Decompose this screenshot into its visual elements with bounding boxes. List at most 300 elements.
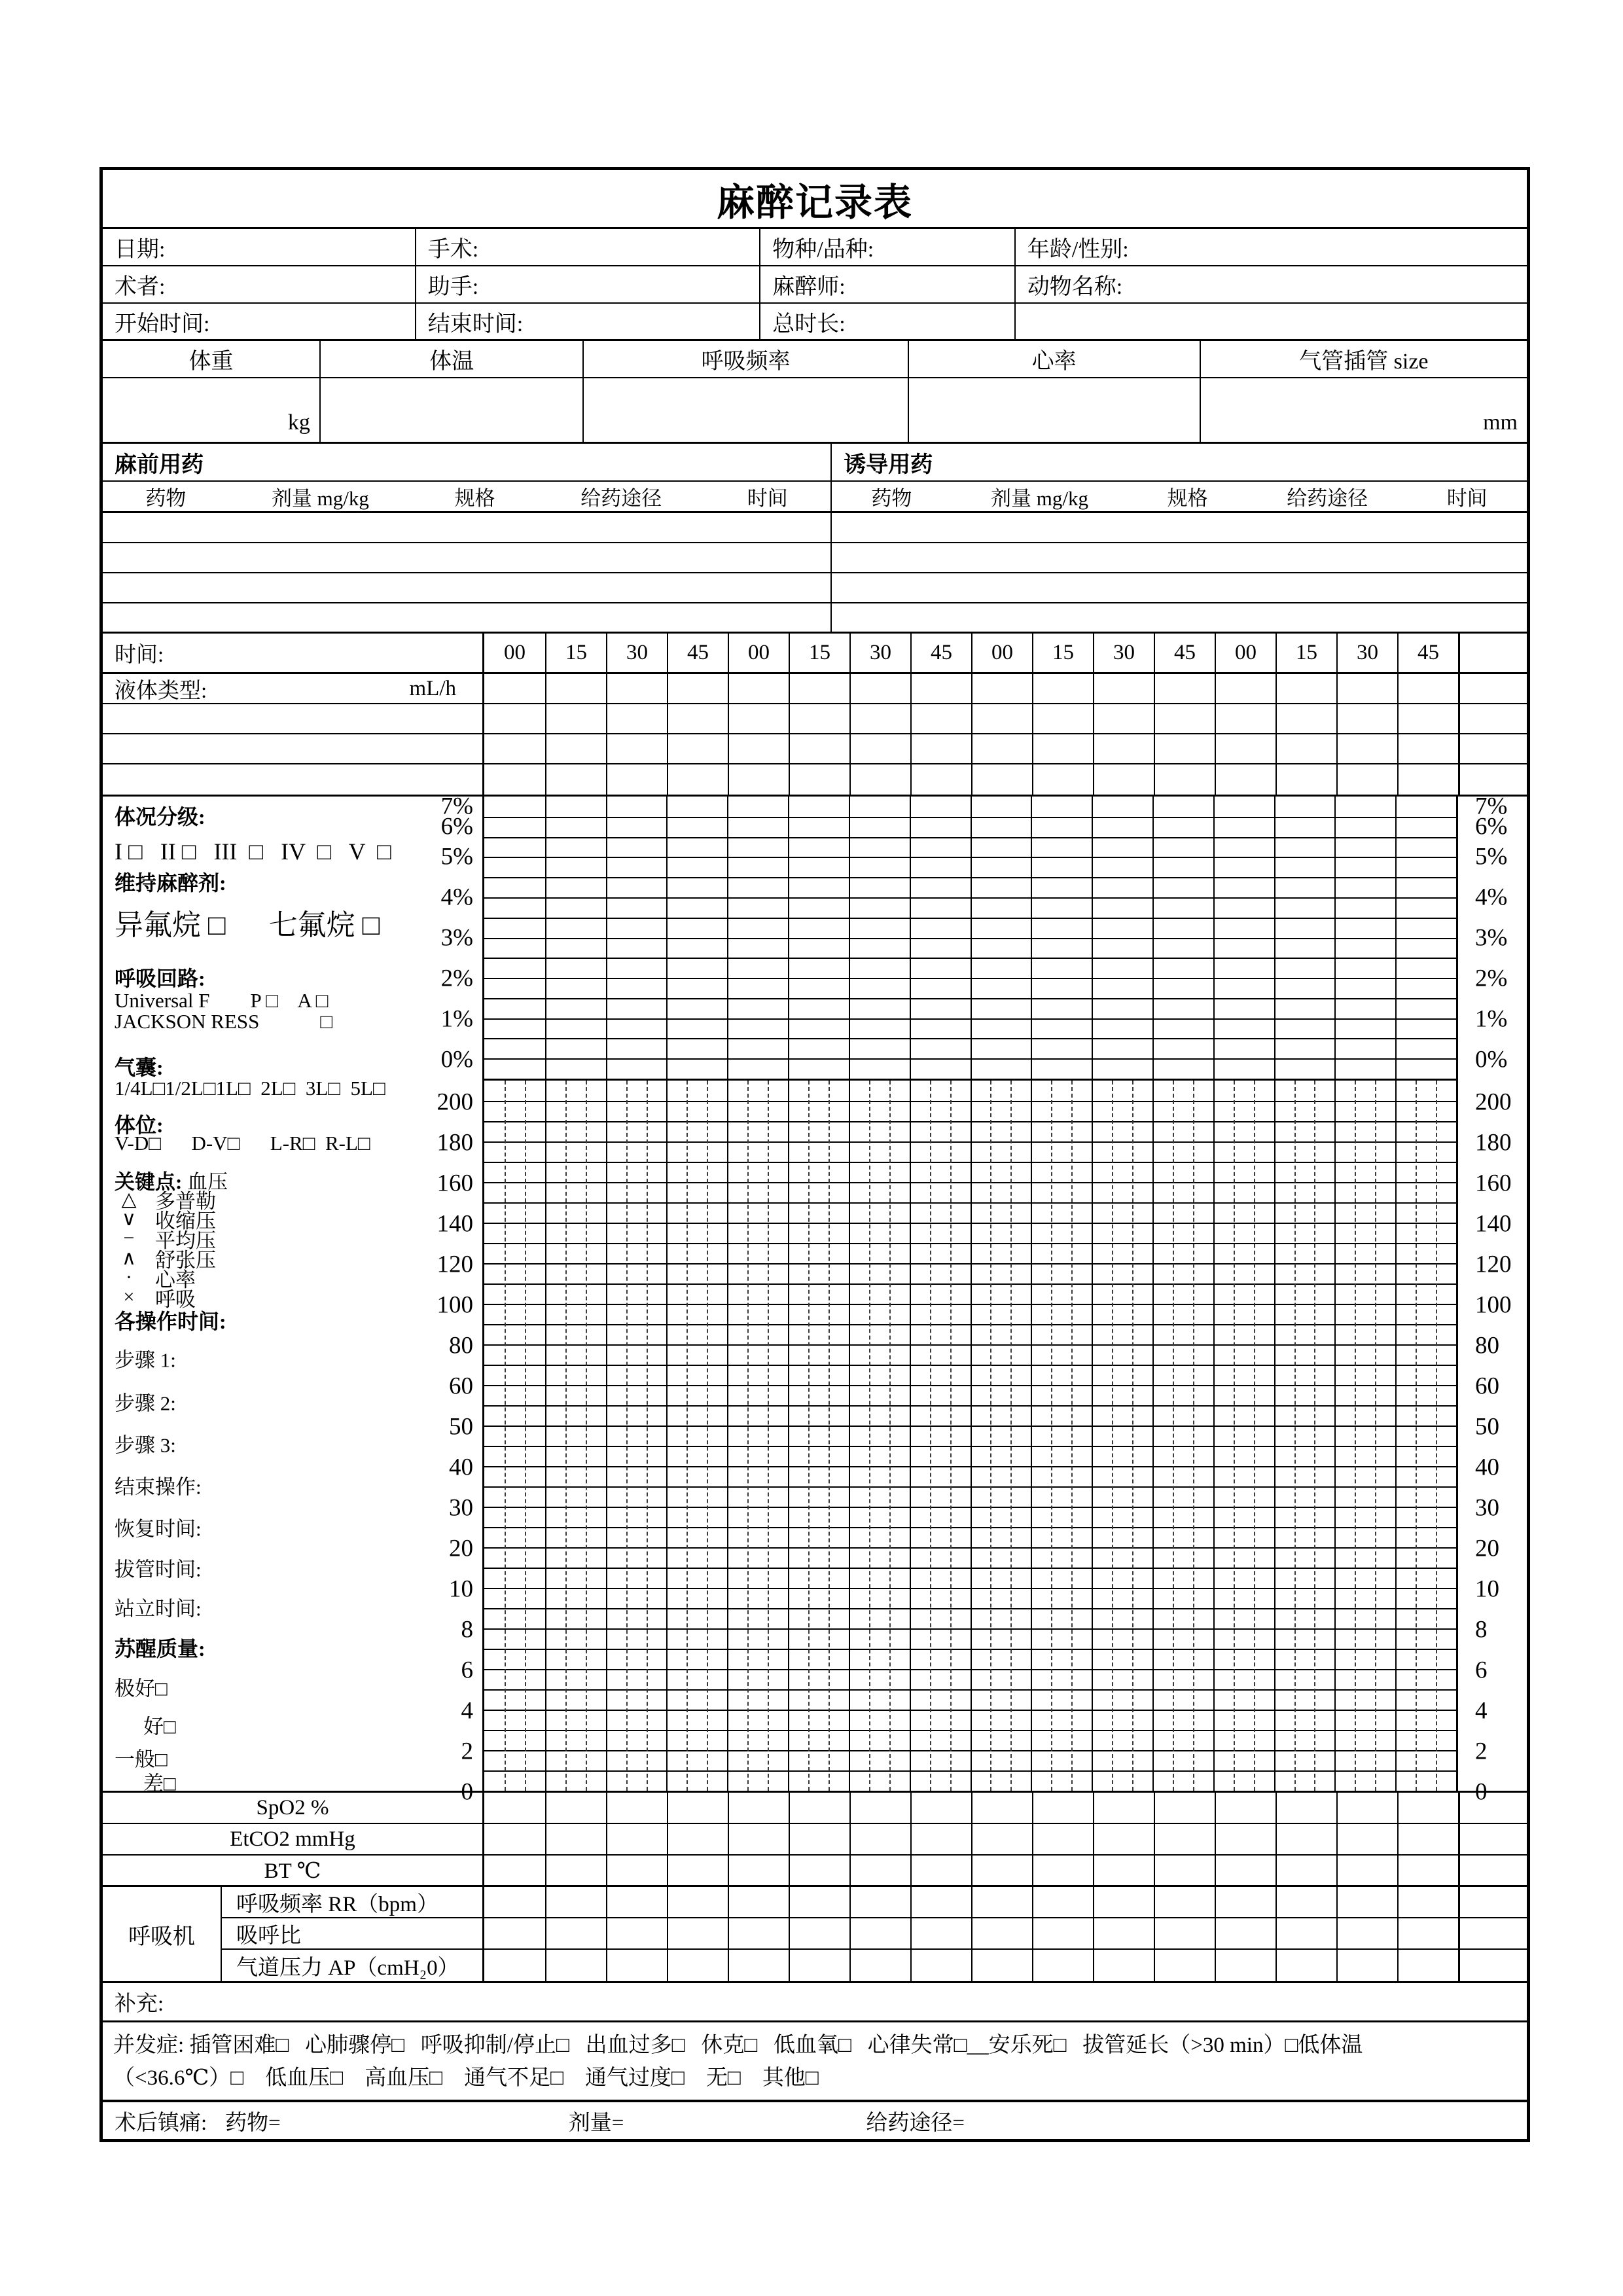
grid-cell: [1093, 1793, 1154, 1823]
grid-cell: [789, 1824, 849, 1854]
analgesia-dose-field[interactable]: 剂量=: [568, 2111, 624, 2135]
grid-cell: [849, 1887, 910, 1917]
column-header: 给药途径: [1287, 487, 1368, 510]
anesthetist-field[interactable]: 麻醉师:: [760, 266, 1016, 302]
anesthesia-record-form: [99, 167, 1530, 2142]
grid-cell: [1397, 704, 1458, 733]
position-checkboxes[interactable]: V-D□ D-V□ L-R□ R-L□: [115, 1132, 370, 1155]
grid-cell: [1336, 764, 1397, 795]
grid-cell: [1215, 1824, 1275, 1854]
time-tick-cell: 15: [1032, 634, 1093, 672]
ventilator-rr-label: 呼吸频率 RR（bpm）: [222, 1887, 484, 1917]
legend-label: 收缩压: [155, 1209, 216, 1232]
grid-cell: [1154, 1793, 1215, 1823]
vitals-value-grid[interactable]: [484, 1081, 1456, 1791]
grid-cell: [1336, 1856, 1397, 1885]
axis-tick-label: 120: [437, 1251, 473, 1278]
grid-cell: [728, 704, 789, 733]
grid-cell: [606, 1918, 667, 1948]
recovery-quality-label: 苏醒质量:: [115, 1637, 205, 1660]
recovery-good-checkbox[interactable]: 好□: [143, 1715, 176, 1738]
axis-tick-label: 50: [1475, 1413, 1499, 1441]
grid-cell: [545, 1856, 606, 1885]
axis-tick-label: 2%: [1475, 965, 1508, 992]
grid-cell: [728, 764, 789, 795]
time-header-row: [103, 634, 1527, 674]
recovery-time-field[interactable]: 恢复时间:: [115, 1517, 202, 1541]
axis-tick-label: 4%: [1475, 884, 1508, 911]
grid-dashed-line: [1051, 1081, 1052, 1791]
grid-cell: [484, 1793, 545, 1823]
total-duration-field[interactable]: 总时长:: [760, 304, 1016, 339]
axis-tick-label: 30: [449, 1494, 473, 1522]
grid-dashed-line: [1234, 1081, 1235, 1791]
grid-cell: [667, 734, 728, 763]
body-temp-label: BT ℃: [103, 1856, 484, 1885]
grid-cell: [789, 734, 849, 763]
grid-cell: [1215, 734, 1275, 763]
column-header: 给药途径: [580, 487, 662, 510]
axis-tick-label: 160: [437, 1170, 473, 1197]
step2-field[interactable]: 步骤 2:: [115, 1391, 176, 1415]
grid-dashed-line: [829, 1081, 830, 1791]
axis-tick-label: 80: [449, 1332, 473, 1359]
axis-tick-label: 8: [461, 1616, 473, 1643]
time-tick-cell: 00: [971, 634, 1032, 672]
grid-column-line: [971, 797, 972, 1079]
legend-label: 平均压: [155, 1229, 216, 1252]
respiratory-rate-header: 呼吸频率: [584, 341, 908, 377]
axis-tick-label: 120: [1475, 1251, 1512, 1278]
grid-cell: [606, 1856, 667, 1885]
symbol-legend: [103, 1188, 482, 1311]
spo2-row: [103, 1793, 1527, 1824]
induction-entry-cell[interactable]: [832, 573, 1527, 602]
grid-cell: [606, 1950, 667, 1981]
time-extra-cell: [1458, 634, 1527, 672]
body-condition-checkboxes[interactable]: I □ II □ III □ IV □ V □: [115, 838, 391, 865]
grid-column-line: [1031, 797, 1032, 1079]
induction-entry-cell[interactable]: [832, 543, 1527, 572]
grid-column-line: [545, 1081, 546, 1791]
grid-cell: [606, 1887, 667, 1917]
axis-tick-label: 200: [437, 1088, 473, 1116]
info-empty-cell: [1016, 304, 1527, 339]
time-tick-cell: 00: [1215, 634, 1275, 672]
grid-dashed-line: [1193, 1081, 1194, 1791]
premed-entry-cell[interactable]: [103, 603, 832, 632]
grid-cell: [789, 1918, 849, 1948]
grid-cell: [910, 764, 971, 795]
axis-tick-label: 5%: [440, 843, 473, 870]
fluid-cells: [484, 674, 1458, 703]
grid-cell: [1154, 704, 1215, 733]
grid-cell: [484, 764, 545, 795]
axis-tick-label: 180: [1475, 1129, 1512, 1157]
grid-column-line: [545, 797, 546, 1079]
column-header: 药物: [871, 487, 912, 510]
drug-entry-row: [103, 573, 1527, 603]
fluid-entry-label[interactable]: [103, 704, 484, 733]
grid-column-line: [1395, 1081, 1397, 1791]
axis-tick-label: 4%: [440, 884, 473, 911]
grid-dashed-line: [808, 1081, 810, 1791]
grid-dashed-line: [647, 1081, 648, 1791]
surgery-field[interactable]: 手术:: [416, 229, 761, 265]
grid-dashed-line: [1132, 1081, 1133, 1791]
grid-cell: [849, 734, 910, 763]
premed-entry-cell[interactable]: [103, 543, 832, 572]
vitals-value-row: [103, 378, 1527, 444]
axis-tick-label: 6%: [1475, 813, 1508, 840]
grid-cell: [1154, 1824, 1215, 1854]
ett-size-header: 气管插管 size: [1299, 350, 1429, 374]
grid-cell: [1275, 1793, 1336, 1823]
induction-entry-cell[interactable]: [832, 513, 1527, 542]
heart-rate-value-cell[interactable]: [909, 378, 1201, 442]
end-operation-field[interactable]: 结束操作:: [115, 1475, 202, 1499]
legend-symbol-icon: △: [121, 1188, 137, 1210]
monitoring-chart-section: [103, 793, 1527, 1806]
analgesia-drug-field[interactable]: 药物=: [225, 2111, 281, 2135]
column-header: 时间: [747, 487, 788, 510]
info-row-1: [103, 229, 1527, 266]
grid-cell: [728, 1793, 789, 1823]
complications-checkboxes-line1[interactable]: 并发症: 插管困难□ 心肺骤停□ 呼吸抑制/停止□ 出血过多□ 休克□ 低血氧□ 心律失常□__安乐死□ 拔管延长（>30 min）□低体温: [113, 2034, 1363, 2057]
grid-cell: [484, 1824, 545, 1854]
grid-cell: [728, 674, 789, 703]
etco2-row: [103, 1824, 1527, 1856]
legend-label: 多普勒: [155, 1189, 216, 1213]
axis-tick-label: 3%: [440, 924, 473, 952]
spo2-label: SpO2 %: [103, 1793, 484, 1823]
axis-tick-label: 80: [1475, 1332, 1499, 1359]
grid-cell: [1336, 1824, 1397, 1854]
fluid-extra-cell: [1458, 674, 1527, 703]
grid-cell: [1154, 1918, 1215, 1948]
grid-cell: [1397, 1950, 1458, 1981]
grid-cell: [606, 1824, 667, 1854]
keypoints-bp-label: 血压: [187, 1170, 228, 1194]
grid-cell: [910, 734, 971, 763]
grid-dashed-line: [990, 1081, 991, 1791]
grid-cell: [1093, 1950, 1154, 1981]
axis-tick-label: 1%: [1475, 1005, 1508, 1033]
chart-left-panel: [103, 793, 484, 1806]
grid-cell: [728, 1950, 789, 1981]
axis-tick-label: 7%: [440, 793, 473, 820]
grid-cell: [971, 734, 1032, 763]
time-tick-cell: 45: [1397, 634, 1458, 672]
analgesia-route-field[interactable]: 给药途径=: [866, 2111, 965, 2135]
grid-column-line: [788, 1081, 789, 1791]
axis-tick-label: 5%: [1475, 843, 1508, 870]
grid-cell: [1215, 764, 1275, 795]
grid-column-line: [1213, 797, 1215, 1079]
grid-cell: [1154, 1856, 1215, 1885]
grid-cell: [1215, 674, 1275, 703]
grid-cell: [667, 1856, 728, 1885]
grid-cell: [1397, 1887, 1458, 1917]
grid-column-line: [666, 797, 668, 1079]
grid-dashed-line: [950, 1081, 952, 1791]
time-tick-cell: 45: [910, 634, 971, 672]
grid-cell: [910, 1856, 971, 1885]
axis-tick-label: 30: [1475, 1494, 1499, 1522]
grid-cell: [1215, 1887, 1275, 1917]
grid-cell: [910, 1887, 971, 1917]
axis-tick-label: 4: [461, 1697, 473, 1725]
grid-column-line: [1152, 1081, 1154, 1791]
extubation-time-field[interactable]: 拔管时间:: [115, 1558, 202, 1581]
grid-cell: [1093, 1918, 1154, 1948]
grid-cell: [789, 1856, 849, 1885]
grid-column-line: [606, 797, 607, 1079]
grid-cell: [667, 1824, 728, 1854]
complications-checkboxes-line2[interactable]: （<36.6℃）□ 低血压□ 高血压□ 通气不足□ 通气过度□ 无□ 其他□: [113, 2066, 819, 2090]
grid-cell: [1032, 674, 1093, 703]
start-time-field[interactable]: 开始时间:: [103, 304, 416, 339]
fluid-entry-label[interactable]: [103, 764, 484, 795]
step3-field[interactable]: 步骤 3:: [115, 1433, 176, 1457]
grid-dashed-line: [1375, 1081, 1376, 1791]
grid-column-line: [1092, 1081, 1093, 1791]
grid-cell: [1093, 764, 1154, 795]
legend-symbol-icon: ∧: [122, 1247, 136, 1269]
grid-cell: [849, 674, 910, 703]
fluid-entry-label[interactable]: [103, 734, 484, 763]
axis-tick-label: 60: [449, 1372, 473, 1400]
anesthetic-percent-grid[interactable]: [484, 797, 1456, 1081]
grid-cell: [1275, 1824, 1336, 1854]
body-temp-row: [103, 1856, 1527, 1887]
grid-cell: [1397, 1918, 1458, 1948]
grid-cell: [1275, 764, 1336, 795]
weight-value-cell[interactable]: kg: [103, 378, 321, 442]
grid-cell: [545, 1887, 606, 1917]
time-tick-cell: 45: [1154, 634, 1215, 672]
time-tick-cell: 15: [1275, 634, 1336, 672]
legend-symbol-icon: ∨: [122, 1208, 136, 1230]
grid-dashed-line: [1254, 1081, 1255, 1791]
grid-cell: [910, 1950, 971, 1981]
grid-dashed-line: [1355, 1081, 1356, 1791]
induction-entry-cell[interactable]: [832, 603, 1527, 632]
grid-cell: [789, 1887, 849, 1917]
drug-entry-row: [103, 603, 1527, 634]
grid-column-line: [1334, 1081, 1336, 1791]
legend-symbol-icon: ·: [126, 1266, 132, 1288]
recovery-fair-checkbox[interactable]: 一般□: [115, 1748, 168, 1771]
grid-cell: [667, 674, 728, 703]
complications-row: [103, 2022, 1527, 2102]
grid-cell: [606, 764, 667, 795]
grid-cell: [1275, 704, 1336, 733]
premed-header: 麻前用药: [103, 444, 832, 480]
grid-column-line: [727, 797, 728, 1079]
heart-rate-header: 心率: [909, 341, 1201, 377]
grid-column-line: [1213, 1081, 1215, 1791]
drug-entry-row: [103, 513, 1527, 543]
axis-tick-label: 6: [461, 1657, 473, 1684]
grid-cell: [1397, 764, 1458, 795]
date-field[interactable]: 日期:: [103, 229, 416, 265]
assistant-field[interactable]: 助手:: [416, 266, 761, 302]
circuit-jackson-checkbox[interactable]: JACKSON RESS □: [115, 1010, 333, 1033]
grid-cell: [1093, 1887, 1154, 1917]
temperature-value-cell[interactable]: [321, 378, 584, 442]
species-field[interactable]: 物种/品种:: [760, 229, 1016, 265]
age-sex-field[interactable]: 年龄/性别:: [1027, 238, 1129, 262]
ventilator-ie-label: 吸呼比: [222, 1918, 484, 1948]
axis-tick-label: 180: [437, 1129, 473, 1157]
supplement-row[interactable]: [103, 1983, 1527, 2022]
keypoints-label: 关键点:: [115, 1170, 183, 1194]
time-tick-cell: 30: [849, 634, 910, 672]
time-label: 时间:: [103, 634, 484, 672]
grid-dashed-line: [889, 1081, 891, 1791]
ett-size-value-cell[interactable]: mm: [1483, 410, 1518, 435]
grid-cell: [1215, 704, 1275, 733]
grid-column-line: [1031, 1081, 1032, 1791]
grid-dashed-line: [869, 1081, 870, 1791]
ventilator-ie-row: [222, 1918, 1527, 1950]
grid-cell: [728, 1918, 789, 1948]
grid-column-line: [910, 1081, 911, 1791]
grid-dashed-line: [1071, 1081, 1073, 1791]
grid-cell: [545, 704, 606, 733]
axis-tick-label: 8: [1475, 1616, 1488, 1643]
info-row-2: [103, 266, 1527, 304]
respiratory-rate-value-cell[interactable]: [584, 378, 908, 442]
grid-cell: [484, 1950, 545, 1981]
grid-cell: [1336, 1918, 1397, 1948]
supplement-label: 补充:: [115, 1992, 164, 2016]
grid-cell: [1275, 1918, 1336, 1948]
grid-dashed-line: [1010, 1081, 1012, 1791]
breathing-circuit-label: 呼吸回路:: [115, 967, 205, 990]
grid-cell: [1275, 674, 1336, 703]
premed-columns: [103, 482, 832, 511]
grid-dashed-line: [1314, 1081, 1315, 1791]
grid-cell: [1032, 764, 1093, 795]
axis-tick-label: 2%: [440, 965, 473, 992]
grid-dashed-line: [1173, 1081, 1174, 1791]
premed-entry-cell[interactable]: [103, 573, 832, 602]
grid-cell: [1215, 1793, 1275, 1823]
grid-cell: [484, 1918, 545, 1948]
grid-cell: [1397, 734, 1458, 763]
circuit-universal-checkboxes[interactable]: Universal F P □ A □: [115, 989, 329, 1012]
grid-dashed-line: [1112, 1081, 1113, 1791]
air-bag-checkboxes[interactable]: 1/4L□1/2L□1L□ 2L□ 3L□ 5L□: [115, 1077, 385, 1100]
induction-columns: [832, 482, 1527, 511]
analgesia-label: 术后镇痛:: [115, 2111, 207, 2135]
axis-tick-label: 50: [449, 1413, 473, 1441]
axis-tick-label: 7%: [1475, 793, 1508, 820]
grid-dashed-line: [1416, 1081, 1417, 1791]
grid-cell: [728, 1824, 789, 1854]
grid-cell: [1215, 1950, 1275, 1981]
grid-column-line: [910, 797, 911, 1079]
legend-symbol-icon: −: [123, 1227, 135, 1249]
fluid-entry-row: [103, 734, 1527, 764]
grid-cell: [1397, 674, 1458, 703]
grid-cell: [1154, 764, 1215, 795]
grid-dashed-line: [565, 1081, 567, 1791]
grid-cell: [1093, 1824, 1154, 1854]
axis-tick-label: 60: [1475, 1372, 1499, 1400]
grid-cell: [606, 674, 667, 703]
axis-tick-label: 0%: [1475, 1046, 1508, 1073]
recovery-poor-checkbox[interactable]: 差□: [143, 1772, 176, 1795]
grid-cell: [910, 1918, 971, 1948]
grid-cell: [545, 1793, 606, 1823]
axis-tick-label: 3%: [1475, 924, 1508, 952]
surgeon-field[interactable]: 术者:: [103, 266, 416, 302]
grid-cell: [1032, 704, 1093, 733]
page-title: 麻醉记录表: [716, 181, 913, 224]
fluid-type-label: 液体类型:: [115, 679, 207, 703]
grid-cell: [849, 704, 910, 733]
axis-tick-label: 100: [437, 1291, 473, 1319]
end-time-field[interactable]: 结束时间:: [416, 304, 761, 339]
induction-header: 诱导用药: [844, 452, 933, 477]
premed-entry-cell[interactable]: [103, 513, 832, 542]
time-tick-cell: 15: [789, 634, 849, 672]
grid-cell: [1093, 1856, 1154, 1885]
grid-column-line: [971, 1081, 972, 1791]
axis-tick-label: 160: [1475, 1170, 1512, 1197]
grid-dashed-line: [747, 1081, 749, 1791]
animal-name-field[interactable]: 动物名称:: [1027, 275, 1123, 299]
standing-time-field[interactable]: 站立时间:: [115, 1597, 202, 1621]
grid-cell: [1093, 704, 1154, 733]
grid-cell: [1275, 734, 1336, 763]
column-header: 时间: [1446, 487, 1488, 510]
grid-cell: [849, 1918, 910, 1948]
step1-field[interactable]: 步骤 1:: [115, 1348, 176, 1372]
grid-cell: [849, 1824, 910, 1854]
maintenance-anesthetic-checkboxes[interactable]: 异氟烷 □ 七氟烷 □: [115, 909, 380, 941]
recovery-excellent-checkbox[interactable]: 极好□: [115, 1677, 168, 1700]
grid-dashed-line: [1436, 1081, 1437, 1791]
ventilator-section: [103, 1887, 1527, 1983]
axis-tick-label: 4: [1475, 1697, 1488, 1725]
weight-header: 体重: [103, 341, 321, 377]
grid-cell: [910, 1824, 971, 1854]
grid-column-line: [849, 1081, 850, 1791]
axis-tick-label: 6: [1475, 1657, 1488, 1684]
grid-cell: [545, 734, 606, 763]
grid-cell: [789, 674, 849, 703]
grid-cell: [545, 1918, 606, 1948]
grid-cell: [728, 1887, 789, 1917]
column-header: 剂量 mg/kg: [990, 487, 1088, 510]
time-tick-cell: 30: [1336, 634, 1397, 672]
grid-cell: [484, 1856, 545, 1885]
grid-cell: [1336, 704, 1397, 733]
grid-cell: [1397, 1856, 1458, 1885]
grid-cell: [971, 1856, 1032, 1885]
fluid-entry-row: [103, 764, 1527, 795]
grid-dashed-line: [586, 1081, 587, 1791]
grid-cell: [1154, 1950, 1215, 1981]
time-tick-cell: 30: [606, 634, 667, 672]
grid-cell: [484, 704, 545, 733]
ventilator-ap-label: 气道压力 AP（cmH₂0）: [222, 1950, 484, 1981]
axis-tick-label: 100: [1475, 1291, 1512, 1319]
